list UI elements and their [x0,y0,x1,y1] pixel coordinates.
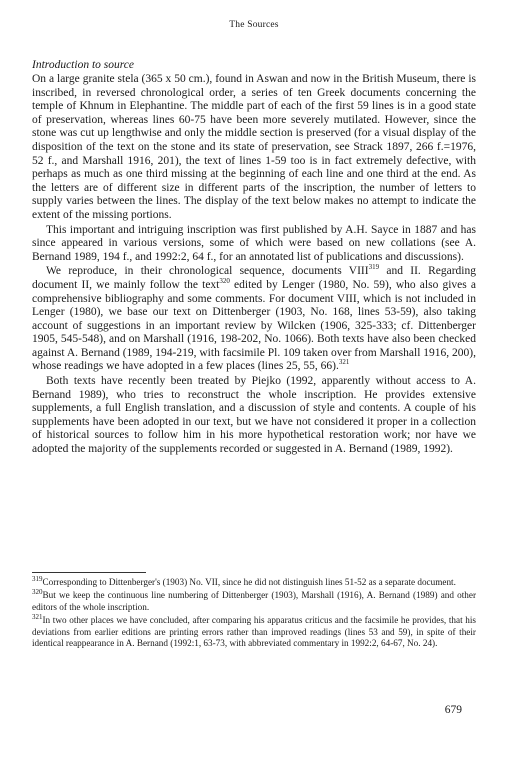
footnote-number: 319 [32,574,43,583]
page-number: 679 [444,704,462,716]
paragraph-3-text-c: edited by Lenger (1980, No. 59), who also gives a comprehensive bibliography and some comments. For document VIII, which is not included in Lenger (1980), we base our text on Dittenberger (1903, No. 168, lines 53-59), also taking account of suggestions in an important review by Wilcken (1906, 325-333; cf. Dittenberger 1905, 545-548), and on Marshall (1916, 198-202, No. 1066). Both texts have also been checked against A. Bernand (1989, 194-219, with facsimile Pl. 109 taken over from Marshall 1916, 200), whose readings we have adopted in a few places (lines 25, 55, 66). [32,278,476,373]
paragraph-2: This important and intriguing inscription was first published by A.H. Sayce in 1887 and has since appeared in various versions, some of which were based on new collations (see A. Bernand 1989, 194 f., and 1992:2, 64 f., for an annotated list of publications and discussions). [32,223,476,263]
section-title: Introduction to source [32,59,134,71]
footnote-number: 320 [32,588,43,597]
footnote-divider [32,572,146,573]
paragraph-3-text-a: We reproduce, in their chronological sequence, documents VIII [46,265,369,278]
running-header: The Sources [229,20,279,30]
paragraph-1: On a large granite stela (365 x 50 cm.), found in Aswan and now in the British Museum, there is inscribed, in reversed chronological order, a series of ten Greek documents concerning the temple of Khnum in Elephantine. The middle part of each of the first 59 lines is in a good state of preservation, whereas lines 60-75 have been more severely mutilated. However, since the stone was cut up lengthwise and only the middle section is preserved (for a visual display of the disposition of the text on the stone and its state of preservation, see Strack 1897, 266 f.=1976, 52 f., and Marshall 1916, 201), the text of lines 1-59 too is in fact extremely defective, with perhaps as much as one third missing at the beginning of each line and one third at the end. As the letters are of different size in different parts of the inscription, the number of letters to supply varies between the lines. The display of the text below makes no attempt to indicate the extent of the missing portions. [32,73,476,221]
footnote-text: But we keep the continuous line numbering of Dittenberger (1903), Marshall (1916), A. Bernand (1989) and other editors of the whole inscription. [32,590,476,612]
footnote-ref-321[interactable]: 321 [338,358,350,367]
main-text [32,58,476,457]
footnote-320 [32,590,476,613]
footnote-ref-319[interactable]: 319 [368,263,380,272]
footnote-321 [32,615,476,649]
footnote-text: Corresponding to Dittenberger's (1903) No. VII, since he did not distinguish lines 51-52 as a separate document. [42,577,456,587]
paragraph-4: Both texts have recently been treated by Piejko (1992, apparently without access to A. Bernand 1989), who tries to reconstruct the whole inscription. He provides extensive supplements, a full English translation, and a discussion of style and contents. A couple of his supplements have been adopted in our text, but we have not considered it proper in a collection of historical sources to follow him in his more hypothetical restoration work; nor have we adopted the majority of the supplements recorded or suggested in A. Bernand (1989, 1992). [32,375,476,456]
footnote-ref-320[interactable]: 320 [219,277,230,286]
footnotes [32,572,476,651]
paragraph-3 [32,265,476,374]
footnote-number: 321 [32,613,43,622]
paragraph-3-text-b: and II. Regarding document II, we mainly follow the text [32,265,477,291]
footnote-text: In two other places we have concluded, after comparing his apparatus criticus and the facsimile he provides, that his deviations from earlier editions are printing errors rather than improved readings (lines 53 and 59), in spite of their identical reappearance in A. Bernand (1992:1, 63-73, with abbreviated commentary in 1992:2, 64-67, No. 24). [32,615,476,649]
footnote-319 [32,574,476,588]
